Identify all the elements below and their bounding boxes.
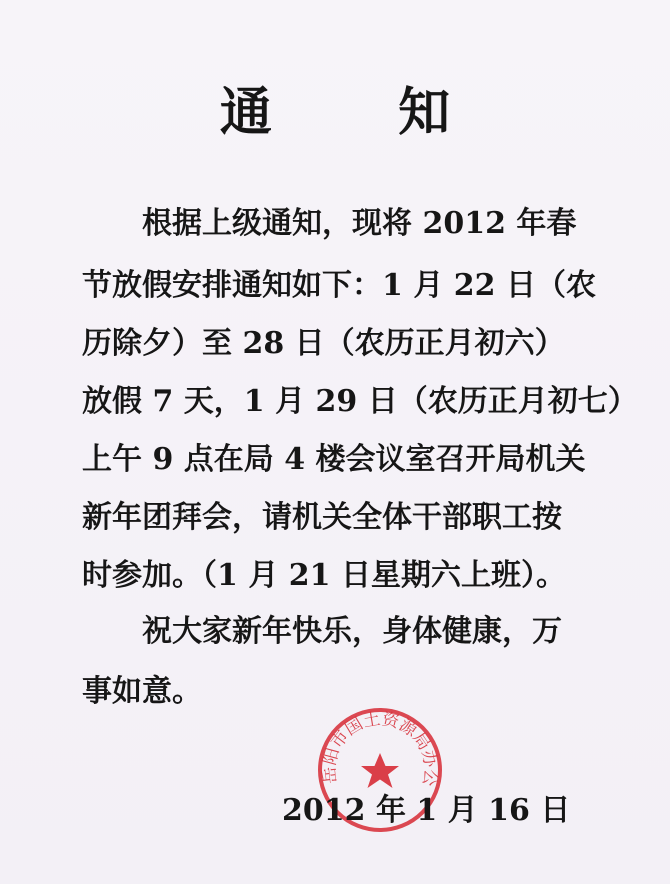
body-line-8: 祝大家新年快乐，身体健康，万 bbox=[142, 614, 562, 649]
body-line-7: 时参加。（1 月 21 日星期六上班）。 bbox=[82, 558, 566, 593]
seal-text: 岳阳市国土资源局办公 bbox=[319, 709, 441, 788]
body-line-3: 历除夕）至 28 日（农历正月初六） bbox=[82, 326, 565, 361]
body-line-4: 放假 7 天，1 月 29 日（农历正月初七） bbox=[82, 384, 638, 419]
body-line-2: 节放假安排通知如下：1 月 22 日（农 bbox=[82, 268, 596, 303]
title-char-right: 知 bbox=[398, 82, 451, 143]
body-line-1: 根据上级通知，现将 2012 年春 bbox=[142, 206, 577, 241]
body-line-5: 上午 9 点在局 4 楼会议室召开局机关 bbox=[82, 442, 586, 477]
seal-star-icon bbox=[361, 753, 399, 788]
notice-date: 2012 年 1 月 16 日 bbox=[282, 793, 571, 828]
body-line-9: 事如意。 bbox=[82, 674, 202, 709]
title-char-left: 通 bbox=[219, 82, 272, 143]
notice-title bbox=[0, 70, 670, 145]
body-line-6: 新年团拜会，请机关全体干部职工按 bbox=[82, 500, 562, 535]
